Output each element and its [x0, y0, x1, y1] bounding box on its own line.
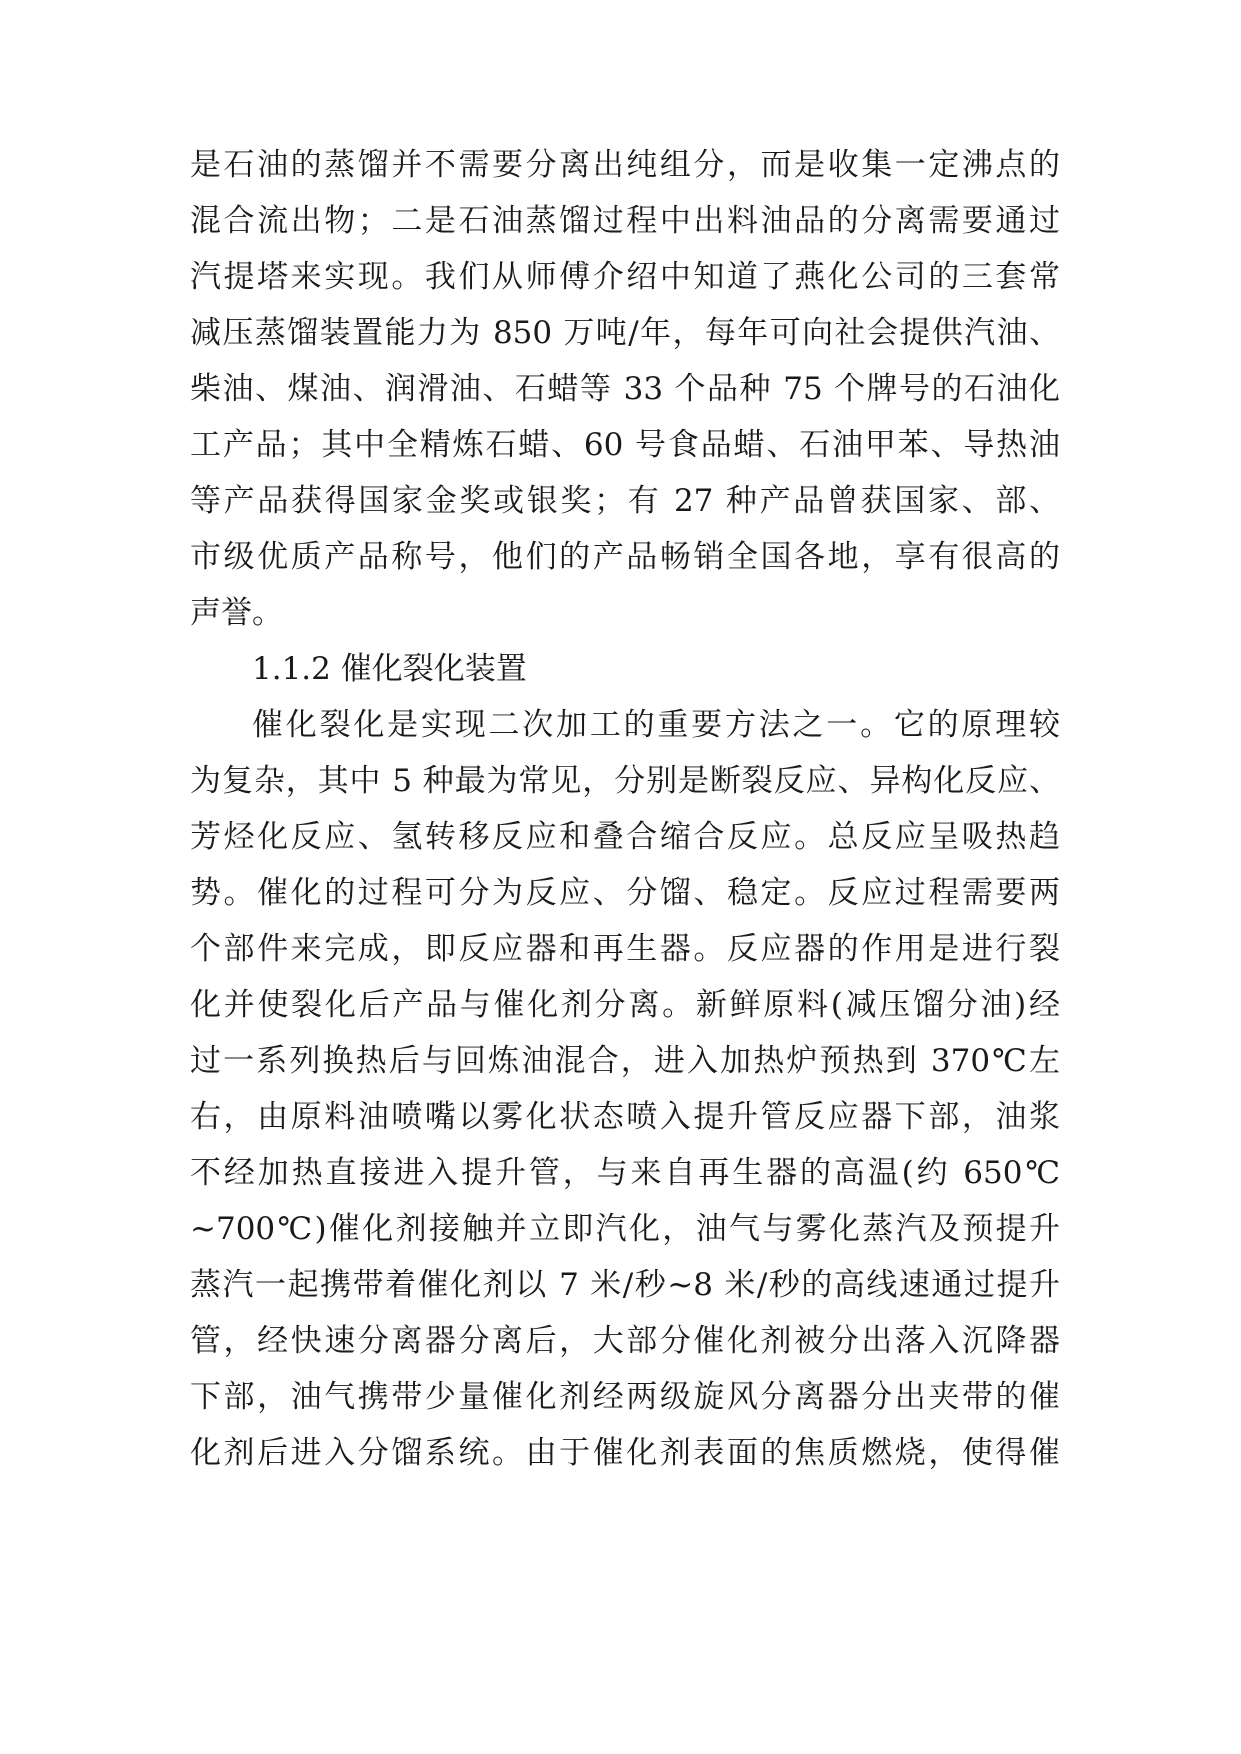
paragraph-line: 过一系列换热后与回炼油混合，进入加热炉预热到 370℃左 — [190, 1043, 1060, 1079]
paragraph-line: 不经加热直接进入提升管，与来自再生器的高温(约 650℃ — [190, 1155, 1060, 1191]
paragraph-line: ~700℃)催化剂接触并立即汽化，油气与雾化蒸汽及预提升 — [190, 1211, 1060, 1247]
paragraph-line: 管，经快速分离器分离后，大部分催化剂被分出落入沉降器 — [190, 1323, 1060, 1359]
paragraph-line: 为复杂，其中 5 种最为常见，分别是断裂反应、异构化反应、 — [190, 763, 1060, 799]
paragraph-line: 势。催化的过程可分为反应、分馏、稳定。反应过程需要两 — [190, 875, 1060, 911]
paragraph-line: 汽提塔来实现。我们从师傅介绍中知道了燕化公司的三套常 — [190, 259, 1060, 295]
paragraph-line: 蒸汽一起携带着催化剂以 7 米/秒~8 米/秒的高线速通过提升 — [190, 1267, 1060, 1303]
paragraph-line: 等产品获得国家金奖或银奖；有 27 种产品曾获国家、部、 — [190, 483, 1060, 519]
paragraph-line: 声誉。 — [190, 595, 283, 631]
paragraph-line: 工产品；其中全精炼石蜡、60 号食品蜡、石油甲苯、导热油 — [190, 427, 1060, 463]
paragraph-line: 化并使裂化后产品与催化剂分离。新鲜原料(减压馏分油)经 — [190, 987, 1060, 1023]
paragraph-line: 减压蒸馏装置能力为 850 万吨/年，每年可向社会提供汽油、 — [190, 315, 1060, 351]
paragraph-line: 催化裂化是实现二次加工的重要方法之一。它的原理较 — [252, 707, 1060, 743]
paragraph-line: 化剂后进入分馏系统。由于催化剂表面的焦质燃烧，使得催 — [190, 1435, 1060, 1471]
section-heading: 1.1.2 催化裂化装置 — [252, 651, 527, 687]
paragraph-line: 右，由原料油喷嘴以雾化状态喷入提升管反应器下部，油浆 — [190, 1099, 1060, 1135]
paragraph-line: 混合流出物；二是石油蒸馏过程中出料油品的分离需要通过 — [190, 203, 1060, 239]
paragraph-line: 芳烃化反应、氢转移反应和叠合缩合反应。总反应呈吸热趋 — [190, 819, 1060, 855]
paragraph-line: 柴油、煤油、润滑油、石蜡等 33 个品种 75 个牌号的石油化 — [190, 371, 1060, 407]
paragraph-line: 下部，油气携带少量催化剂经两级旋风分离器分出夹带的催 — [190, 1379, 1060, 1415]
paragraph-line: 个部件来完成，即反应器和再生器。反应器的作用是进行裂 — [190, 931, 1060, 967]
paragraph-line: 是石油的蒸馏并不需要分离出纯组分，而是收集一定沸点的 — [190, 147, 1060, 183]
paragraph-line: 市级优质产品称号，他们的产品畅销全国各地，享有很高的 — [190, 539, 1060, 575]
